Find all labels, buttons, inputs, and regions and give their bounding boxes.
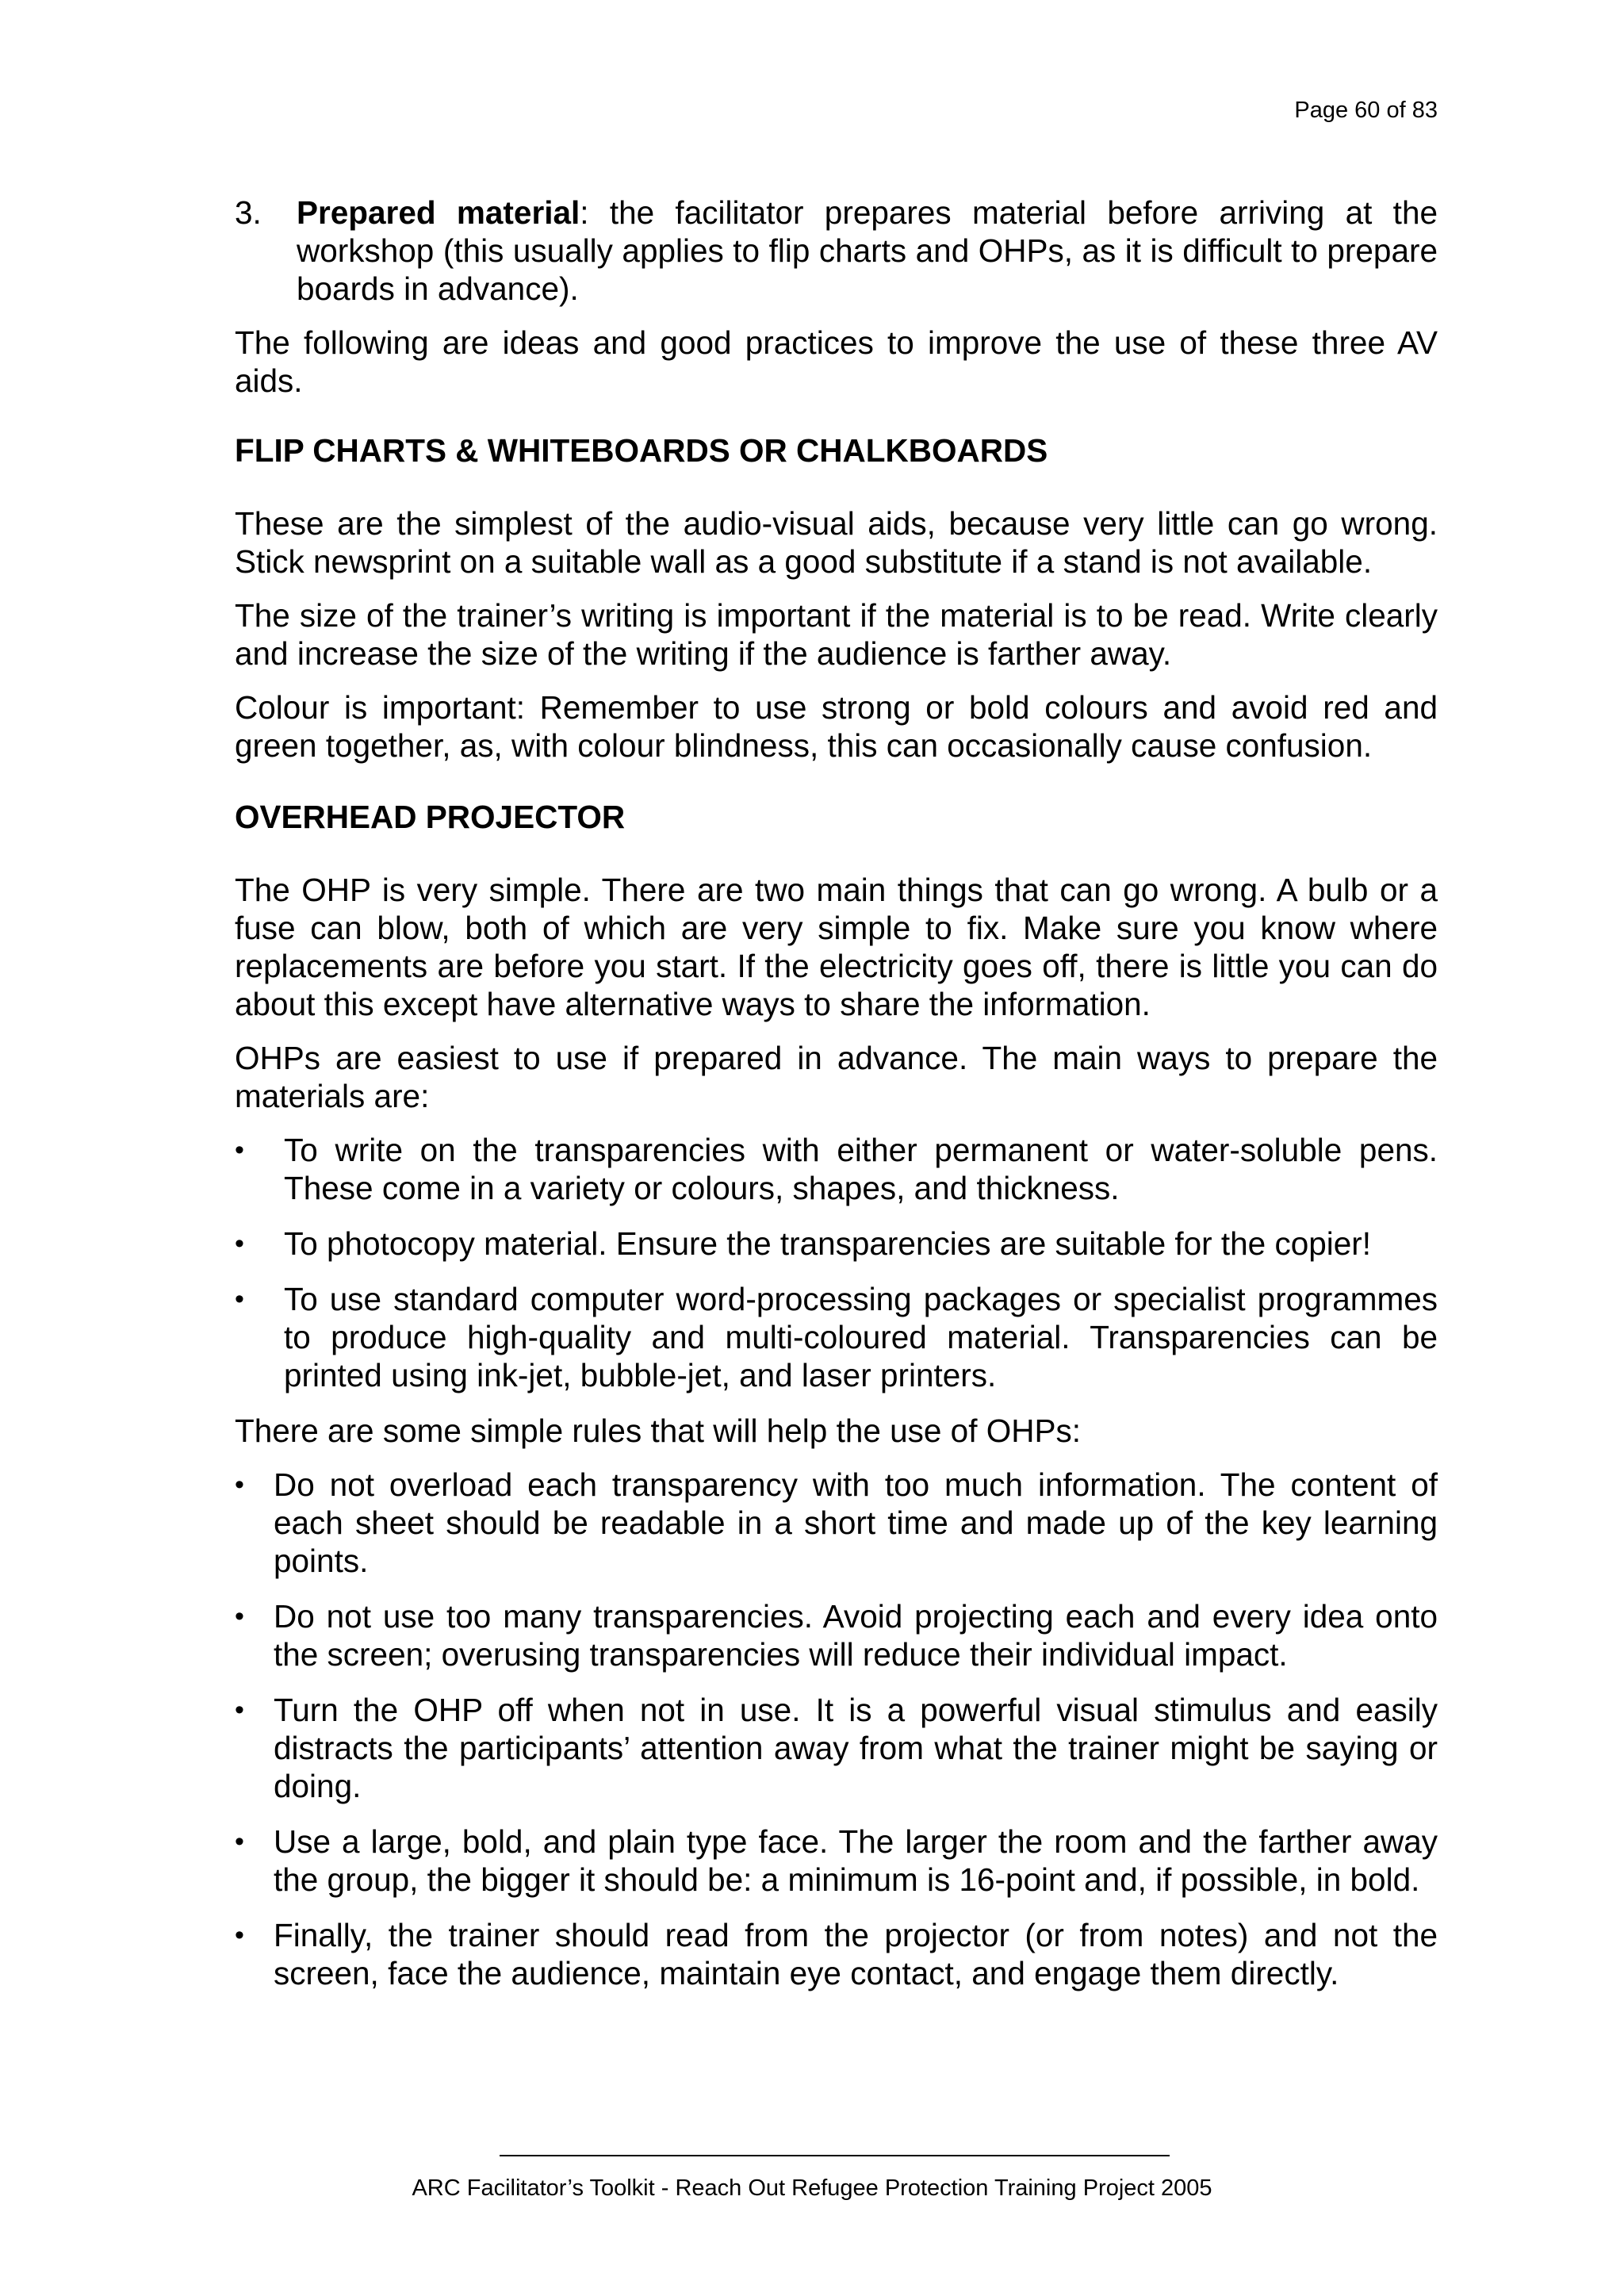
item-bold-label: Prepared material — [297, 194, 580, 231]
flip-paragraph-1: These are the simplest of the audio-visual aids, because very little can go wrong. Stick newsprint on a suitable wall as a good substitute if a stand is not available. — [235, 505, 1438, 580]
list-item — [235, 1466, 1438, 1580]
document-body — [235, 194, 1438, 2010]
numbered-item-prepared-material — [235, 194, 1438, 308]
flip-paragraph-2: The size of the trainer’s writing is important if the material is to be read. Write clearly and increase the size of the writing if the audience is farther away. — [235, 597, 1438, 672]
list-item — [235, 1131, 1438, 1207]
bullet-icon: • — [235, 1695, 244, 1725]
bullet-text: Use a large, bold, and plain type face. The larger the room and the farther away the group, the bigger it should be: a minimum is 16-point and, if possible, in bold. — [274, 1823, 1438, 1898]
section-heading-overhead-projector: OVERHEAD PROJECTOR — [235, 799, 626, 835]
bullet-icon: • — [235, 1920, 244, 1950]
bullet-text: Do not use too many transparencies. Avoid projecting each and every idea onto the screen; overusing transparencies will reduce their individual impact. — [274, 1598, 1438, 1673]
bullet-icon: • — [235, 1228, 244, 1259]
bullet-text: To write on the transparencies with either permanent or water-soluble pens. These come in a variety or colours, shapes, and thickness. — [284, 1132, 1438, 1206]
prepare-bullet-list — [235, 1131, 1438, 1394]
item-text: : the facilitator prepares material before arriving at the workshop (this usually applies to flip charts and OHPs, as it is difficult to prepare boards in advance). — [297, 194, 1438, 307]
bullet-icon: • — [235, 1135, 244, 1165]
flip-paragraph-3: Colour is important: Remember to use strong or bold colours and avoid red and green together, as, with colour blindness, this can occasionally cause confusion. — [235, 689, 1438, 764]
list-item — [235, 1823, 1438, 1899]
item-body — [297, 194, 1438, 308]
bullet-text: Turn the OHP off when not in use. It is a powerful visual stimulus and easily distracts the participants’ attention away from what the trainer might be saying or doing. — [274, 1692, 1438, 1804]
rules-bullet-list — [235, 1466, 1438, 1992]
bullet-text: Finally, the trainer should read from the projector (or from notes) and not the screen, face the audience, maintain eye contact, and engage them directly. — [274, 1917, 1438, 1991]
intro-paragraph: The following are ideas and good practices to improve the use of these three AV aids. — [235, 324, 1438, 399]
bullet-icon: • — [235, 1470, 244, 1500]
bullet-icon: • — [235, 1826, 244, 1857]
list-item — [235, 1916, 1438, 1992]
list-item — [235, 1225, 1438, 1263]
item-number: 3. — [235, 194, 262, 231]
bullet-text: To use standard computer word-processing packages or specialist programmes to produce high-quality and multi-coloured material. Transparencies can be printed using ink-jet, bubble-jet, and laser printers. — [284, 1281, 1438, 1393]
ohp-paragraph-1: The OHP is very simple. There are two main things that can go wrong. A bulb or a fuse can blow, both of which are very simple to fix. Make sure you know where replacements are before you start. If the electricity goes off, there is little you can do about this except have alternative ways to share the information. — [235, 872, 1438, 1022]
bullet-text: Do not overload each transparency with too much information. The content of each sheet should be readable in a short time and made up of the key learning points. — [274, 1466, 1438, 1579]
list-item — [235, 1280, 1438, 1394]
bullet-icon: • — [235, 1284, 244, 1314]
page-number: Page 60 of 83 — [1294, 98, 1438, 123]
footer-divider — [500, 2155, 1170, 2156]
ohp-paragraph-2: OHPs are easiest to use if prepared in advance. The main ways to prepare the materials are: — [235, 1040, 1438, 1114]
list-item — [235, 1597, 1438, 1673]
rules-intro: There are some simple rules that will help the use of OHPs: — [235, 1412, 1081, 1449]
section-heading-flip-charts: FLIP CHARTS & WHITEBOARDS OR CHALKBOARDS — [235, 432, 1048, 469]
bullet-text: To photocopy material. Ensure the transparencies are suitable for the copier! — [284, 1225, 1372, 1262]
list-item — [235, 1691, 1438, 1805]
bullet-icon: • — [235, 1601, 244, 1631]
page-footer: ARC Facilitator’s Toolkit - Reach Out Refugee Protection Training Project 2005 — [412, 2175, 1212, 2201]
